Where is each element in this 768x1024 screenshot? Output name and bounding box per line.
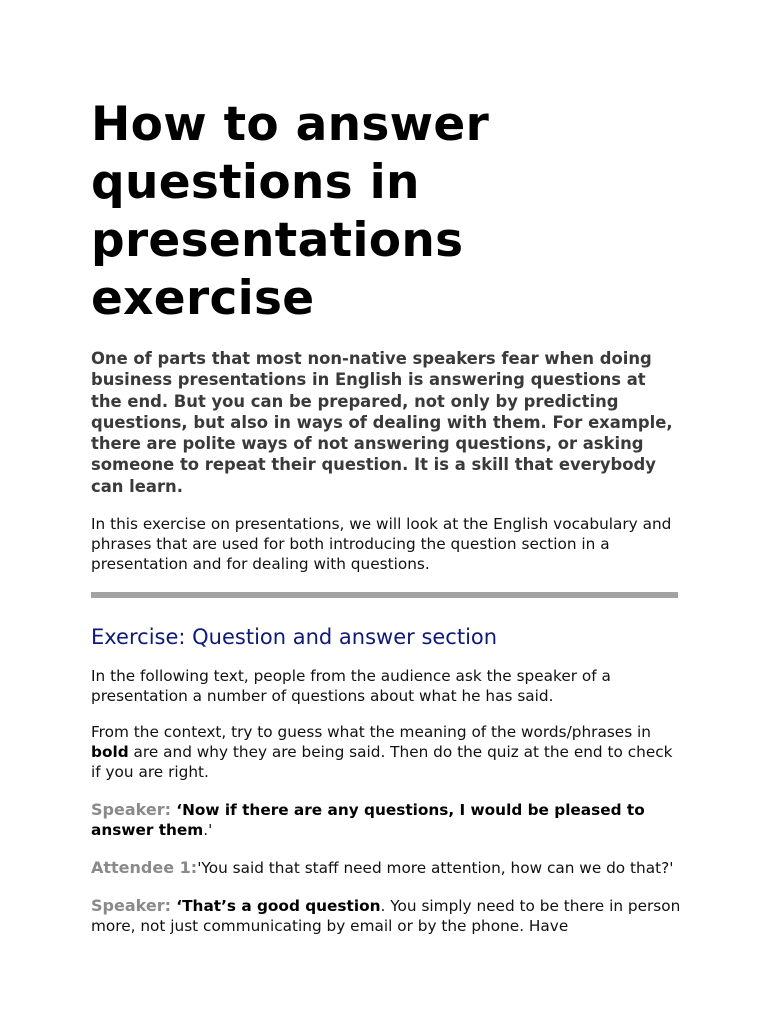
instruction-bold-word: bold [91, 743, 129, 762]
dialog-line-1 [91, 800, 681, 840]
dialog-text: 'You said that staff need more attention, how can we do that?' [197, 859, 674, 878]
instruction-text-before: From the context, try to guess what the meaning of the words/phrases in [91, 723, 651, 742]
intro-paragraph: In this exercise on presentations, we will look at the English vocabulary and phrases that are used for both introducing the question section in a presentation and for dealing with questions. [91, 515, 672, 574]
dialog-text: . You simply need to be there in person more, not just communicating by email or by the phone. Have [91, 897, 681, 936]
dialog-speaker-label: Speaker: [91, 896, 171, 916]
dialog-bold-phrase: ‘Now if there are any questions, I would be pleased to answer them [91, 801, 645, 840]
instruction-text-after: are and why they are being said. Then do the quiz at the end to check if you are right. [91, 743, 673, 782]
instruction-paragraph-1: In the following text, people from the audience ask the speaker of a presentation a number of questions about what he has said. [91, 667, 611, 706]
dialog-line-3 [91, 896, 681, 936]
dialog-text: .' [203, 821, 213, 840]
document-page [91, 96, 681, 936]
dialog-speaker-label: Speaker: [91, 800, 171, 820]
dialog-bold-phrase: ‘That’s a good question [170, 897, 381, 916]
section-title: Exercise: Question and answer section [91, 625, 498, 650]
dialog-speaker-label: Attendee 1: [91, 858, 198, 878]
lead-paragraph: One of parts that most non-native speakers fear when doing business presentations in English is answering questions at the end. But you can be prepared, not only by predicting questions, but also in ways of dealing with them. For example, there are polite ways of not answering questions, or asking someone to repeat their question. It is a skill that everybody can learn. [91, 349, 673, 496]
instruction-paragraph-2 [91, 722, 681, 782]
dialog-line-2 [91, 858, 681, 878]
page-title: How to answer questions in presentations exercise [91, 97, 490, 326]
horizontal-divider [91, 592, 678, 598]
